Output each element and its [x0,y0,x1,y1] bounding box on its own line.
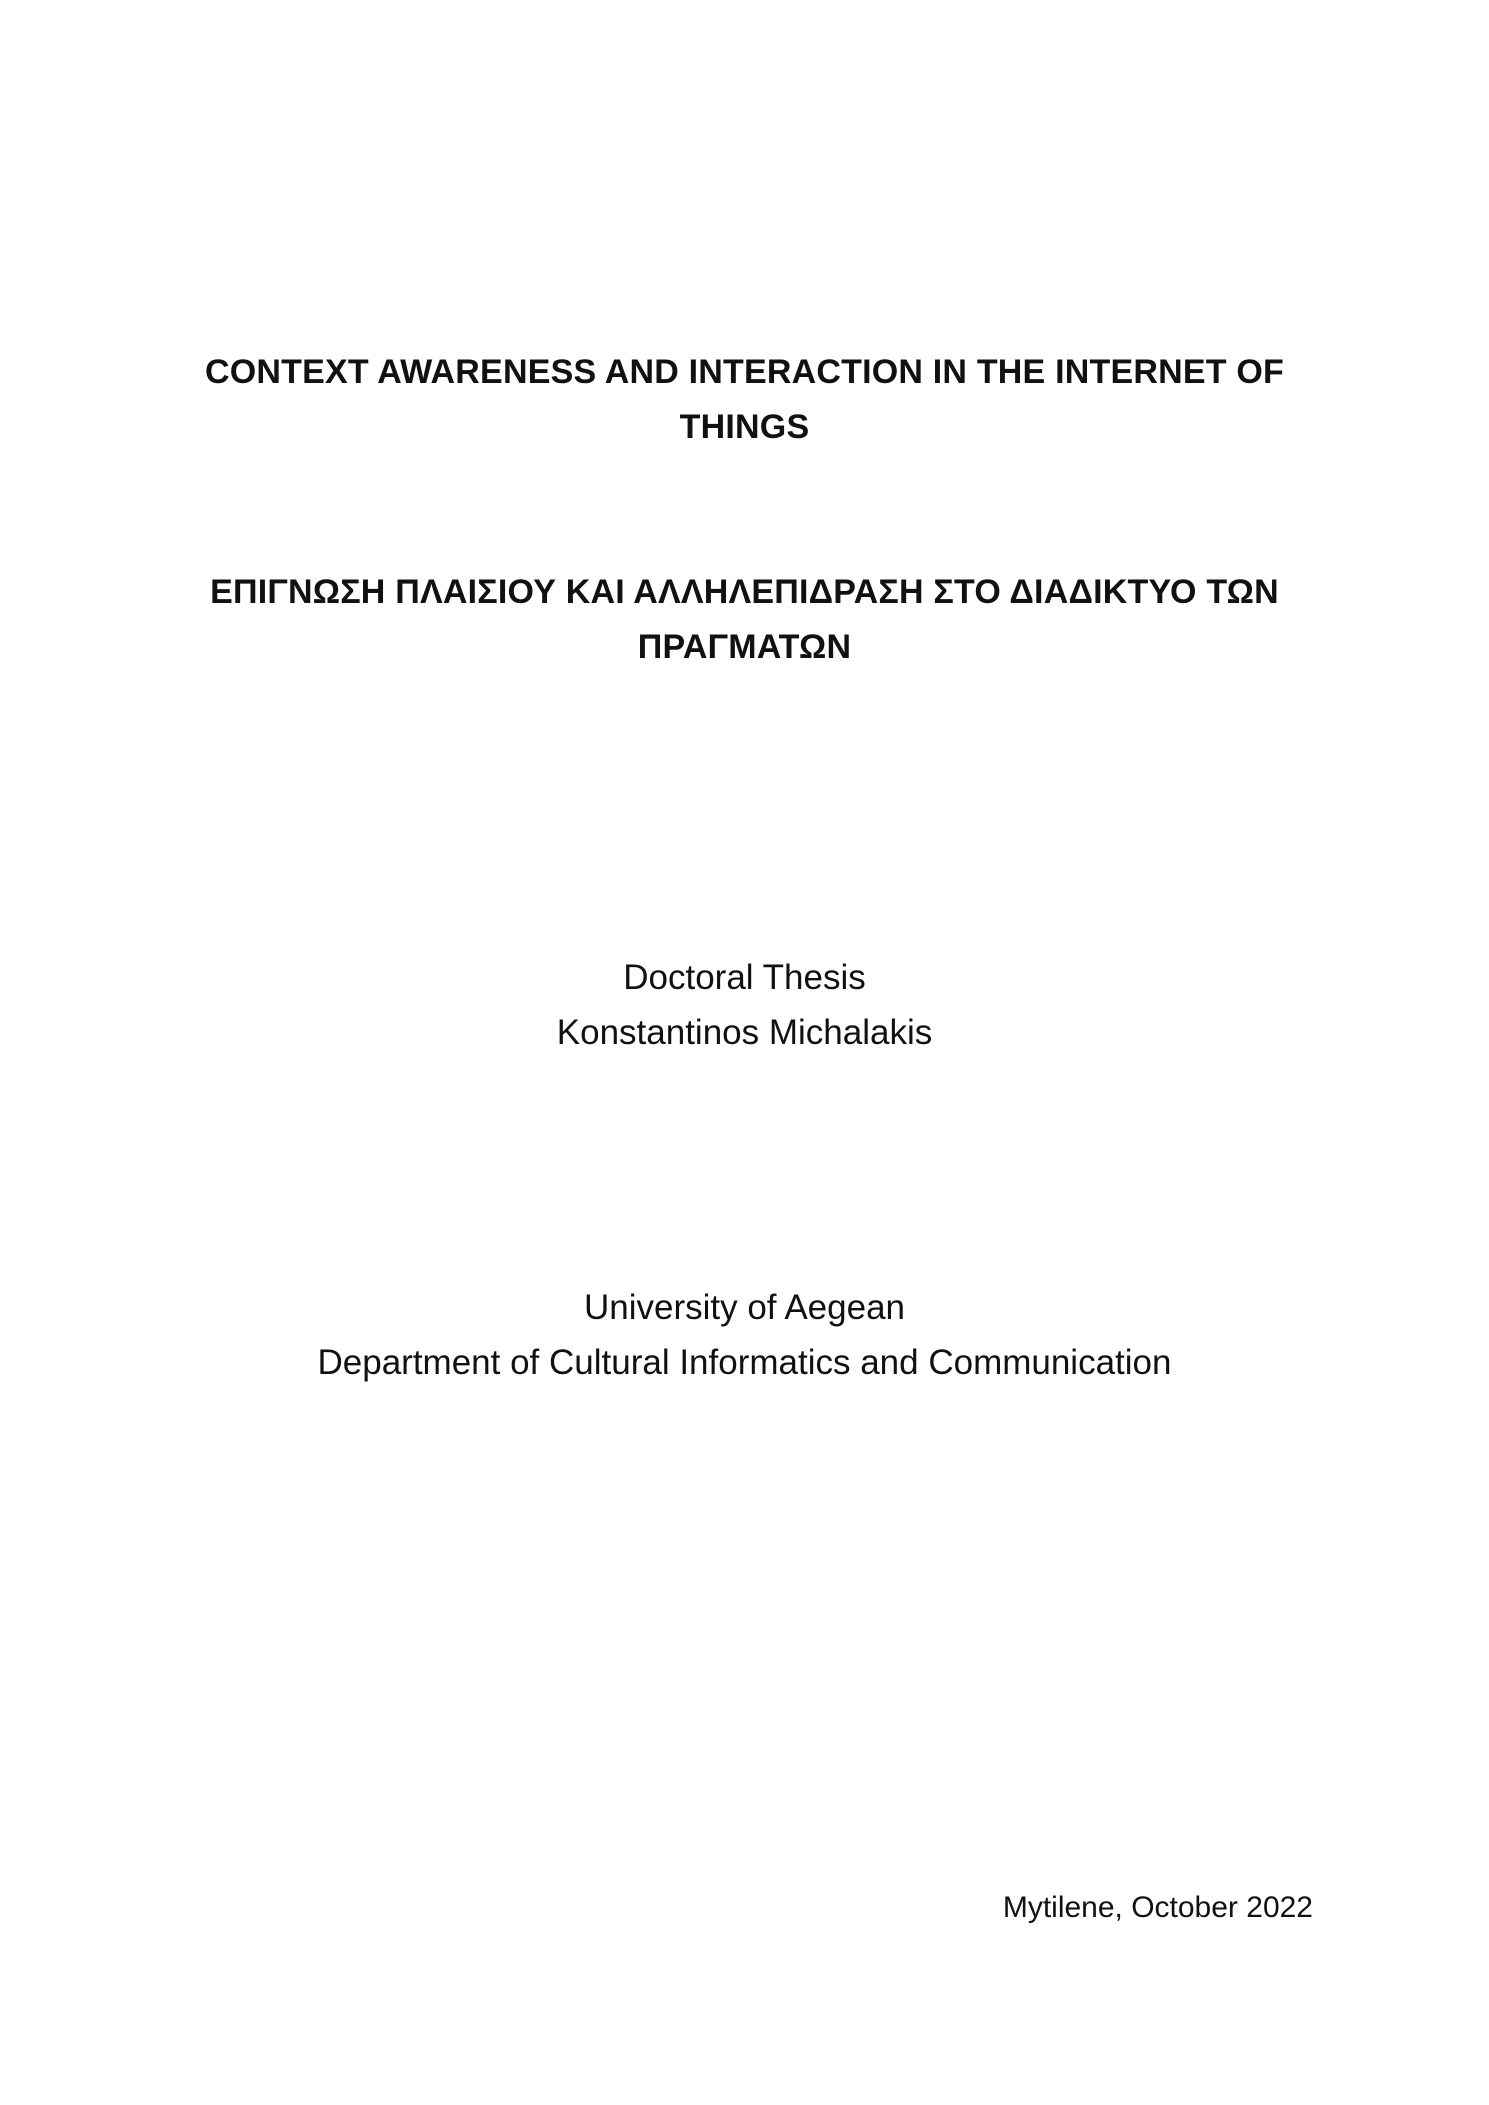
thesis-info [200,950,1289,1060]
english-title [200,345,1289,455]
university-name: University of Aegean [583,1288,905,1327]
institution-info [200,1280,1289,1390]
place-and-date: Mytilene, October 2022 [1002,1891,1313,1924]
greek-title-line-2: ΠΡΑΓΜΑΤΩΝ [637,628,852,666]
thesis-type: Doctoral Thesis [623,958,866,997]
greek-title [200,565,1289,675]
author-name: Konstantinos Michalakis [556,1013,933,1052]
department-name: Department of Cultural Informatics and Communication [317,1343,1172,1382]
greek-title-line-1: ΕΠΙΓΝΩΣΗ ΠΛΑΙΣΙΟΥ ΚΑΙ ΑΛΛΗΛΕΠΙΔΡΑΣΗ ΣΤΟ ΔΙΑΔΙΚΤΥΟ ΤΩΝ [210,573,1279,611]
english-title-line-2: THINGS [679,408,810,446]
english-title-line-1: CONTEXT AWARENESS AND INTERACTION IN THE INTERNET OF [205,353,1284,391]
